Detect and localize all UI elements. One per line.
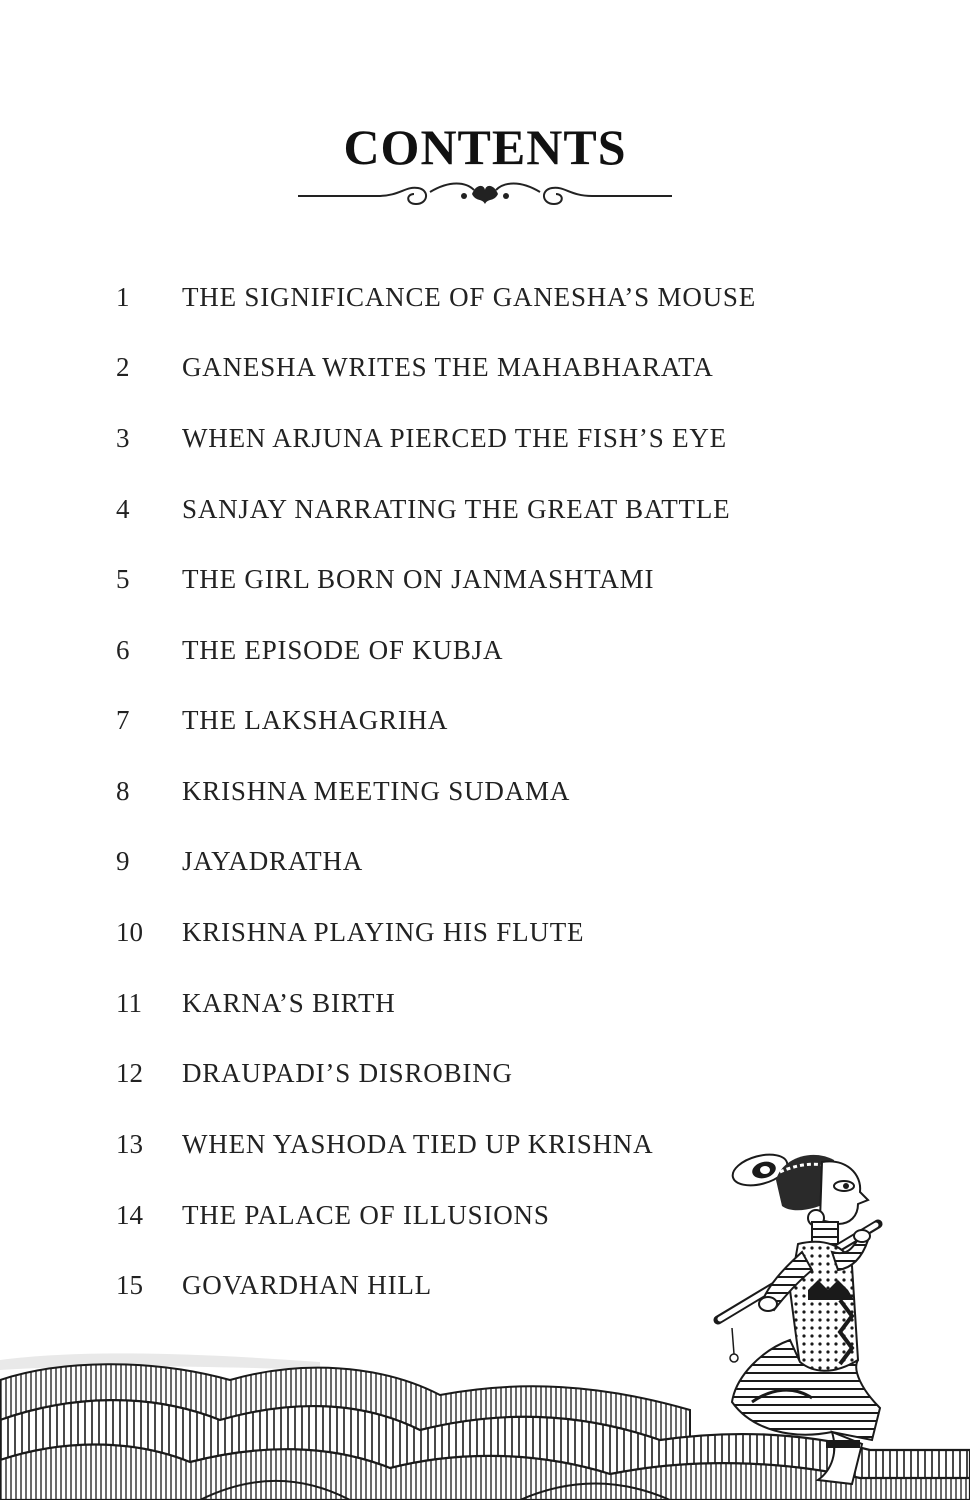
toc-title: WHEN ARJUNA PIERCED THE FISH’S EYE <box>182 423 727 453</box>
toc-number: 14 <box>116 1200 143 1230</box>
page-heading: CONTENTS <box>343 119 627 175</box>
toc-item[interactable] <box>0 700 970 740</box>
toc-title: SANJAY NARRATING THE GREAT BATTLE <box>182 494 731 524</box>
toc-title: THE LAKSHAGRIHA <box>182 705 449 735</box>
toc-number: 3 <box>116 423 130 453</box>
toc-item[interactable] <box>0 912 970 952</box>
toc-item[interactable] <box>0 277 970 317</box>
toc-number: 7 <box>116 705 130 735</box>
toc-number: 12 <box>116 1058 143 1088</box>
toc-title: KRISHNA MEETING SUDAMA <box>182 776 571 806</box>
toc-item[interactable] <box>0 771 970 811</box>
toc-item[interactable] <box>0 418 970 458</box>
toc-title: GANESHA WRITES THE MAHABHARATA <box>182 352 714 382</box>
toc-title: WHEN YASHODA TIED UP KRISHNA <box>182 1129 654 1159</box>
toc-item[interactable] <box>0 559 970 599</box>
toc-title: THE EPISODE OF KUBJA <box>182 635 504 665</box>
toc-item[interactable] <box>0 1053 970 1093</box>
toc-item[interactable] <box>0 983 970 1023</box>
toc-title: THE GIRL BORN ON JANMASHTAMI <box>182 564 655 594</box>
toc-number: 5 <box>116 564 130 594</box>
toc-number: 13 <box>116 1129 143 1159</box>
toc-item[interactable] <box>0 347 970 387</box>
toc-item[interactable] <box>0 489 970 529</box>
toc-title: DRAUPADI’S DISROBING <box>182 1058 513 1088</box>
toc-title: KARNA’S BIRTH <box>182 988 396 1018</box>
toc-title: THE PALACE OF ILLUSIONS <box>182 1200 550 1230</box>
toc-number: 11 <box>116 988 142 1018</box>
toc-number: 8 <box>116 776 130 806</box>
toc-item[interactable] <box>0 630 970 670</box>
toc-title: GOVARDHAN HILL <box>182 1270 432 1300</box>
toc-number: 2 <box>116 352 130 382</box>
toc-number: 4 <box>116 494 130 524</box>
toc-number: 6 <box>116 635 130 665</box>
toc-number: 9 <box>116 846 130 876</box>
toc-title: THE SIGNIFICANCE OF GANESHA’S MOUSE <box>182 282 757 312</box>
toc-number: 15 <box>116 1270 143 1300</box>
toc-title: JAYADRATHA <box>182 846 364 876</box>
toc-number: 10 <box>116 917 143 947</box>
toc-number: 1 <box>116 282 130 312</box>
toc-title: KRISHNA PLAYING HIS FLUTE <box>182 917 585 947</box>
krishna-with-flute-illustration <box>712 1140 892 1500</box>
toc-item[interactable] <box>0 841 970 881</box>
